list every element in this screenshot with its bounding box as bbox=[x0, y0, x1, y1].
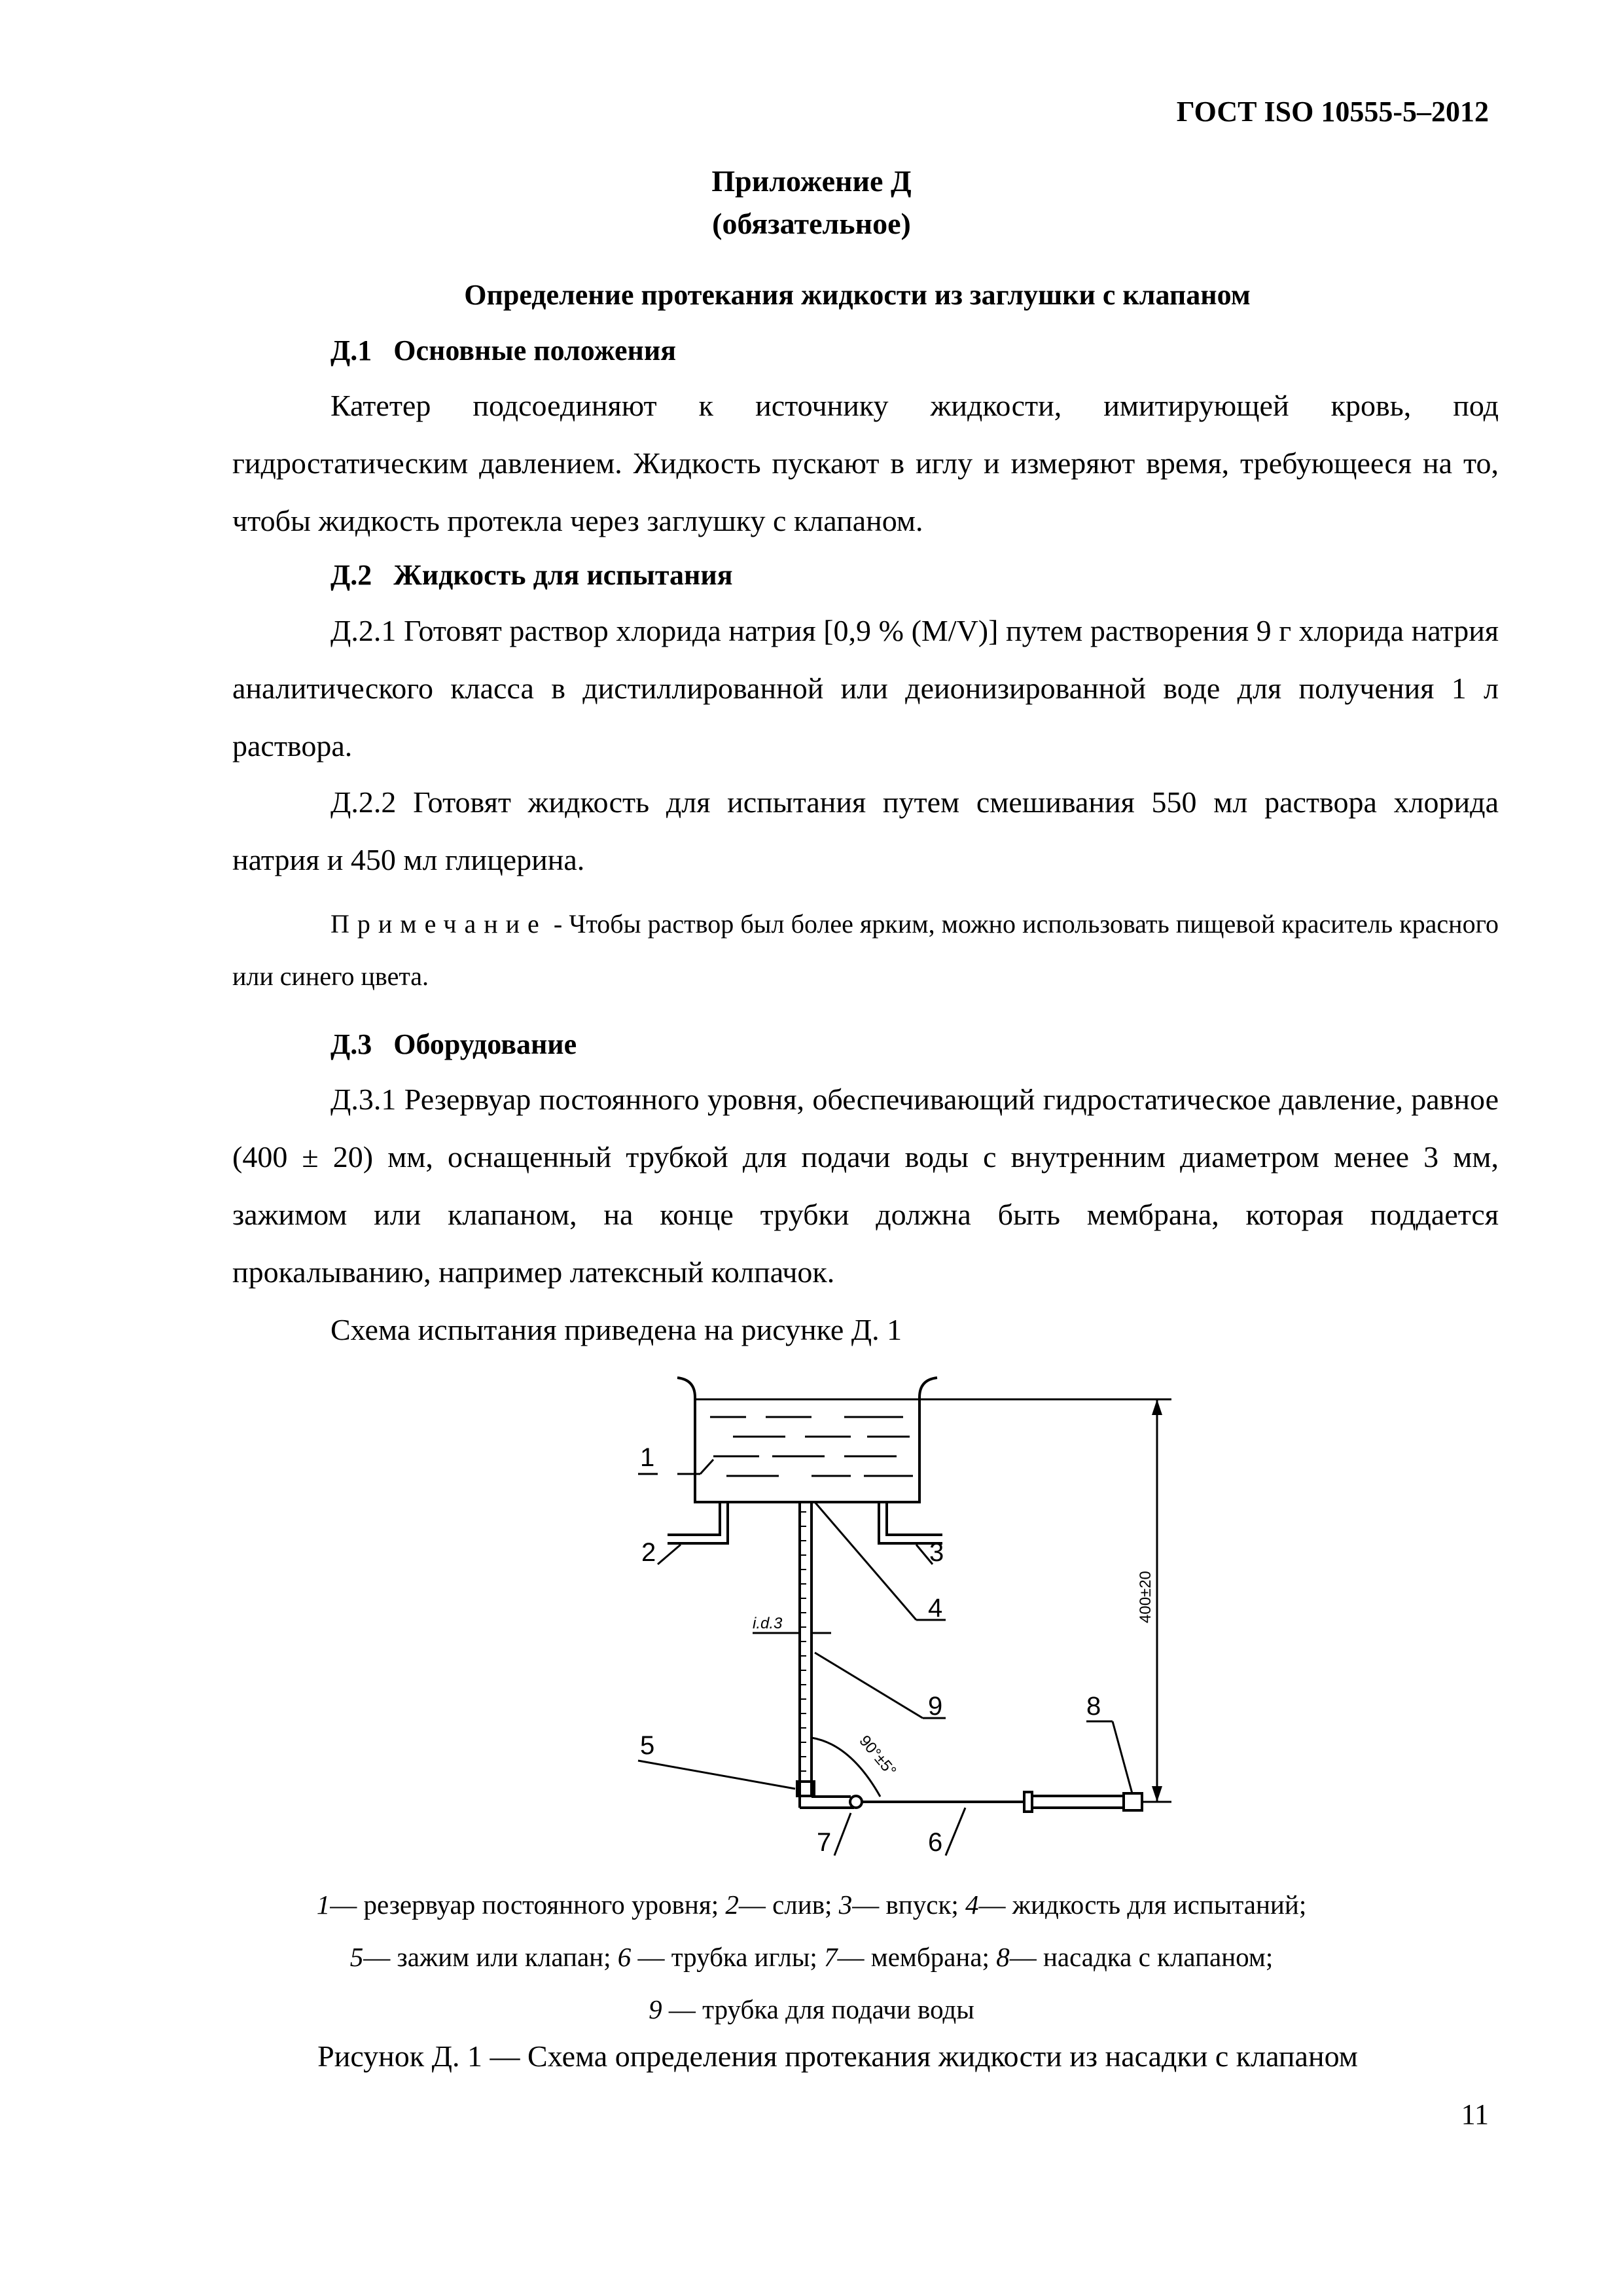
callout-8: 8 bbox=[1086, 1692, 1101, 1721]
section-heading-d2: Д.2 Жидкость для испытания bbox=[330, 559, 733, 591]
paragraph-text: Д.2.1 Готовят раствор хлорида натрия [0,9 % (M/V)] путем растворения 9 г хлорида натрия аналитического класса в дистиллированной или деионизированной воде для получения 1 л раствора. bbox=[232, 614, 1499, 762]
liquid-hatching bbox=[710, 1417, 913, 1476]
inlet-pipe bbox=[887, 1502, 942, 1535]
appendix-title: Приложение Д bbox=[711, 164, 912, 198]
legend-text: — насадка с клапаном; bbox=[1009, 1942, 1274, 1972]
drain-pipe bbox=[668, 1502, 720, 1535]
callout-6: 6 bbox=[928, 1828, 943, 1857]
legend-num: 3 bbox=[838, 1890, 853, 1920]
figure-legend-line-2 bbox=[0, 1931, 1623, 1983]
legend-num: 5 bbox=[349, 1942, 364, 1972]
figure-caption: Рисунок Д. 1 — Схема определения протекания жидкости из насадки с клапаном bbox=[317, 2039, 1358, 2073]
membrane bbox=[850, 1796, 862, 1808]
callout-3: 3 bbox=[929, 1538, 944, 1567]
section-heading-d3: Д.3 Оборудование bbox=[330, 1028, 577, 1060]
standard-code: ГОСТ ISO 10555-5–2012 bbox=[1176, 96, 1489, 128]
paragraph-text: Катетер подсоединяют к источнику жидкости, имитирующей кровь, под гидростатическим давлением. Жидкость пускают в иглу и измеряют время, требующееся на то, чтобы жидкость протекла через заглушку с клапаном. bbox=[232, 389, 1499, 537]
legend-text: — мембрана; bbox=[837, 1942, 997, 1972]
valve-adapter bbox=[1124, 1793, 1142, 1810]
legend-text: — зажим или клапан; bbox=[363, 1942, 618, 1972]
legend-num: 8 bbox=[996, 1942, 1010, 1972]
note-text: - Чтобы раствор был более ярким, можно использовать пищевой краситель красного или синего цвета. bbox=[232, 909, 1499, 991]
legend-num: 7 bbox=[824, 1942, 838, 1972]
callout-9: 9 bbox=[928, 1692, 943, 1721]
legend-num: 9 bbox=[649, 1994, 662, 2024]
note-label: Примечание bbox=[330, 909, 547, 939]
legend-text: — жидкость для испытаний; bbox=[978, 1890, 1307, 1920]
legend-text: — резервуар постоянного уровня; bbox=[330, 1890, 726, 1920]
legend-text: — трубка иглы; bbox=[631, 1942, 825, 1972]
inlet-pipe-inner bbox=[879, 1502, 942, 1543]
hub-body bbox=[1032, 1796, 1124, 1808]
paragraph-text: Схема испытания приведена на рисунке Д. 1 bbox=[330, 1313, 902, 1346]
legend-text: — трубка для подачи воды bbox=[662, 1994, 974, 2024]
figure-legend-line-1 bbox=[0, 1878, 1623, 1931]
inner-diameter-label: i.d.3 bbox=[753, 1615, 783, 1632]
paragraph-text: Д.2.2 Готовят жидкость для испытания путем смешивания 550 мл раствора хлорида натрия и 450 мл глицерина. bbox=[232, 785, 1499, 876]
angle-label: 90°±5° bbox=[855, 1732, 900, 1780]
callout-5: 5 bbox=[640, 1731, 655, 1760]
callout-2: 2 bbox=[641, 1538, 656, 1567]
figure-legend-line-3 bbox=[0, 1983, 1623, 2036]
callout-7: 7 bbox=[817, 1828, 832, 1857]
paragraph-text: Д.3.1 Резервуар постоянного уровня, обеспечивающий гидростатическое давление, равное (400 ± 20) мм, оснащенный трубкой для подачи воды с внутренним диаметром менее 3 мм, зажимом или клапаном, на конце трубки должна быть мембрана, которая поддается прокалыванию, например латексный колпачок. bbox=[232, 1083, 1499, 1289]
legend-num: 6 bbox=[617, 1942, 632, 1972]
legend-num: 2 bbox=[725, 1890, 739, 1920]
section-heading-d1: Д.1 Основные положения bbox=[330, 334, 676, 367]
legend-text: — слив; bbox=[738, 1890, 839, 1920]
height-dimension-label: 400±20 bbox=[1137, 1571, 1154, 1623]
appendix-status: (обязательное) bbox=[712, 207, 911, 240]
callout-1: 1 bbox=[640, 1443, 655, 1472]
legend-num: 1 bbox=[316, 1890, 330, 1920]
reservoir-outline bbox=[677, 1378, 937, 1502]
legend-text: — впуск; bbox=[852, 1890, 966, 1920]
callout-4: 4 bbox=[928, 1594, 943, 1623]
page-number: 11 bbox=[1461, 2098, 1489, 2130]
legend-num: 4 bbox=[965, 1890, 979, 1920]
appendix-heading: Определение протекания жидкости из заглушки с клапаном bbox=[464, 279, 1251, 311]
